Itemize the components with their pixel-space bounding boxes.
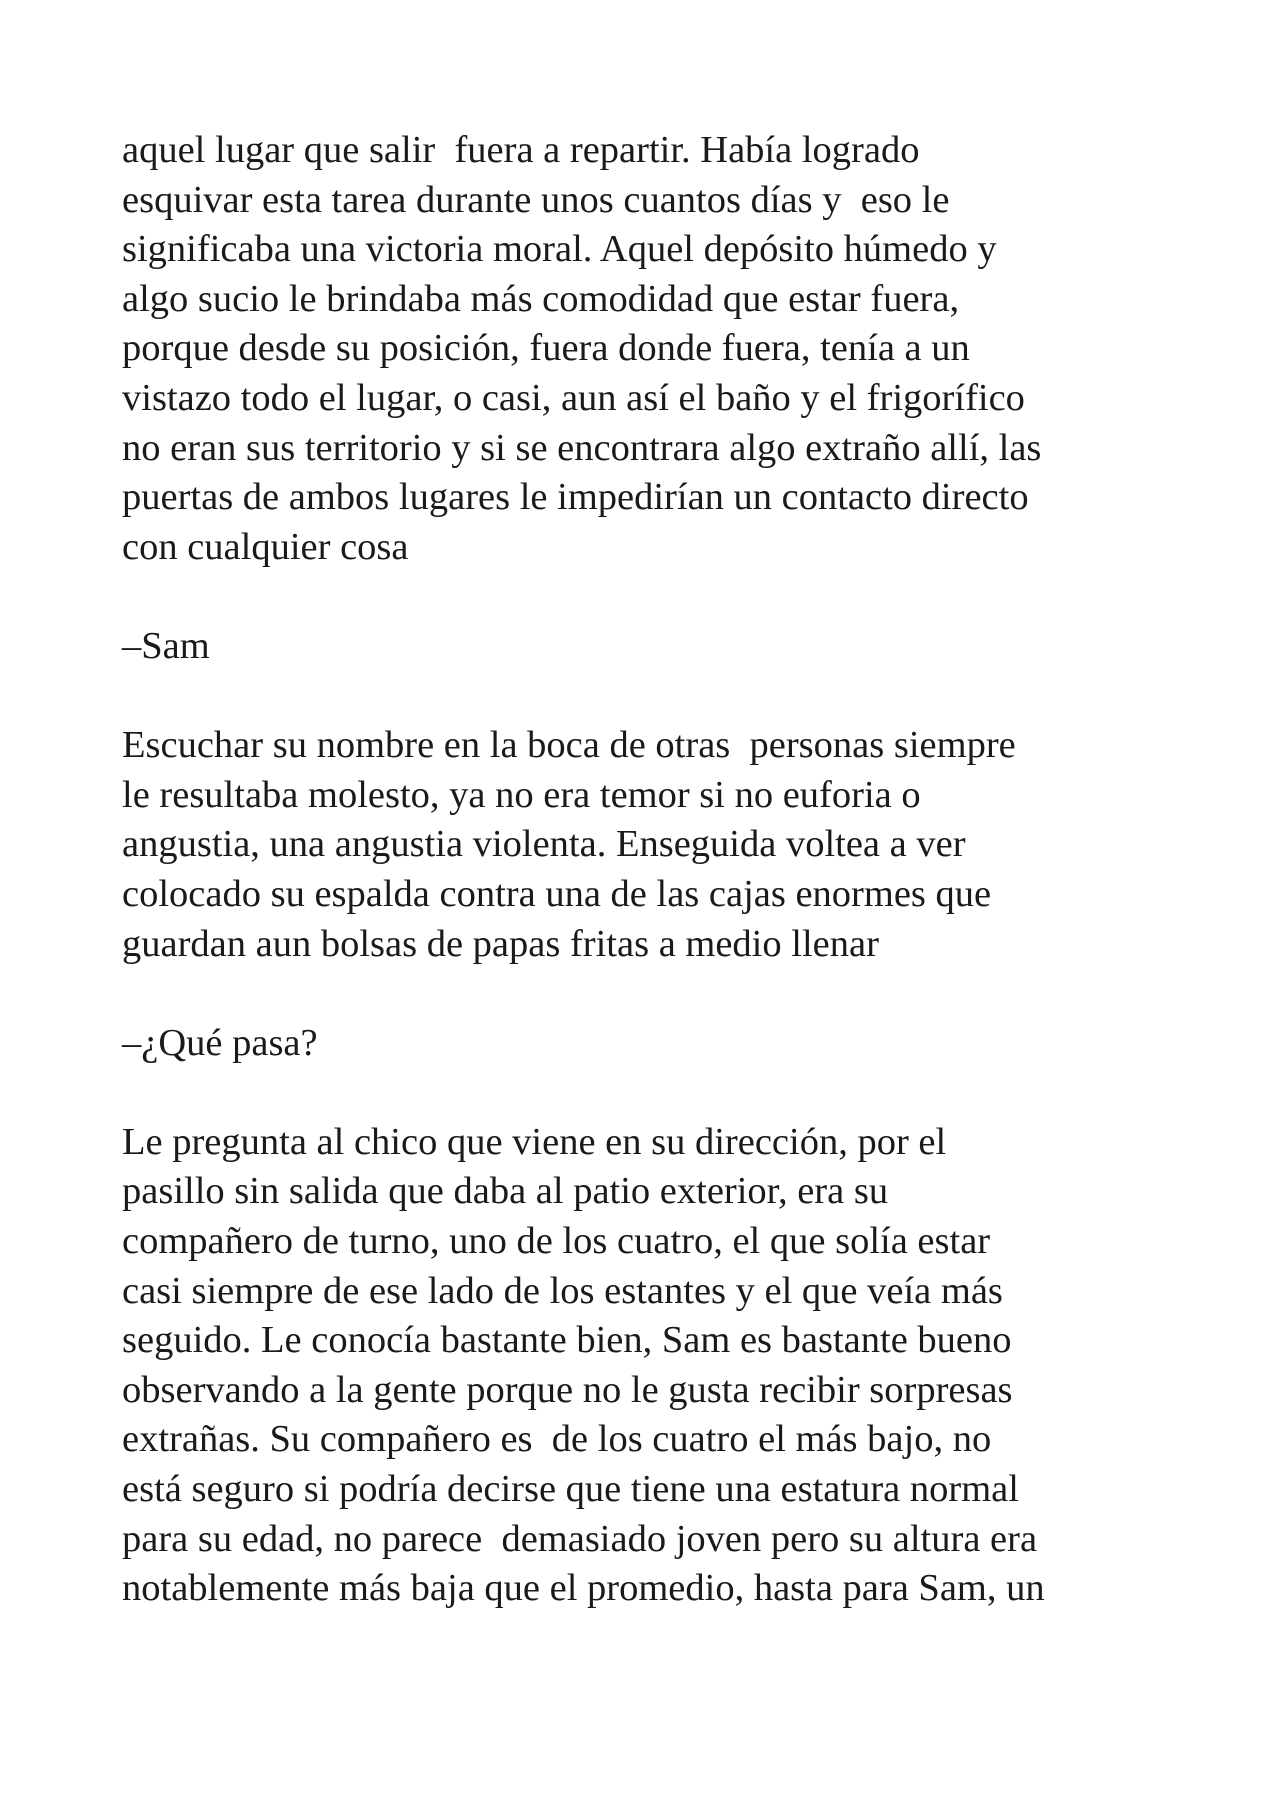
text-line: notablemente más baja que el promedio, hasta para Sam, un bbox=[122, 1567, 1045, 1610]
text-line: puertas de ambos lugares le impedirían un contacto directo bbox=[122, 476, 1029, 519]
paragraph-narration-1 bbox=[122, 126, 1182, 572]
text-line: significaba una victoria moral. Aquel depósito húmedo y bbox=[122, 228, 997, 271]
text-line: porque desde su posición, fuera donde fuera, tenía a un bbox=[122, 327, 970, 370]
text-line: pasillo sin salida que daba al patio exterior, era su bbox=[122, 1170, 889, 1213]
text-line: no eran sus territorio y si se encontrara algo extraño allí, las bbox=[122, 426, 1042, 469]
paragraph-spacer bbox=[122, 969, 1182, 1019]
text-line: está seguro si podría decirse que tiene una estatura normal bbox=[122, 1468, 1019, 1511]
dialogue-line: –¿Qué pasa? bbox=[122, 1021, 318, 1064]
dialogue-line: –Sam bbox=[122, 624, 210, 667]
text-line: seguido. Le conocía bastante bien, Sam es bastante bueno bbox=[122, 1319, 1012, 1362]
paragraph-narration-3 bbox=[122, 1118, 1182, 1614]
paragraph-narration-2 bbox=[122, 721, 1182, 969]
text-line: algo sucio le brindaba más comodidad que estar fuera, bbox=[122, 277, 960, 320]
text-line: aquel lugar que salir fuera a repartir. Había logrado bbox=[122, 129, 920, 171]
text-line: compañero de turno, uno de los cuatro, el que solía estar bbox=[122, 1220, 991, 1263]
text-line: le resultaba molesto, ya no era temor si no euforia o bbox=[122, 773, 921, 816]
text-line: guardan aun bolsas de papas fritas a medio llenar bbox=[122, 922, 879, 965]
text-line: Le pregunta al chico que viene en su dirección, por el bbox=[122, 1120, 947, 1163]
paragraph-spacer bbox=[122, 1068, 1182, 1118]
text-line: Escuchar su nombre en la boca de otras personas siempre bbox=[122, 724, 1016, 767]
text-line: para su edad, no parece demasiado joven pero su altura era bbox=[122, 1517, 1038, 1560]
text-line: vistazo todo el lugar, o casi, aun así el baño y el frigorífico bbox=[122, 376, 1025, 419]
text-line: con cualquier cosa bbox=[122, 525, 409, 568]
text-line: casi siempre de ese lado de los estantes y el que veía más bbox=[122, 1269, 1003, 1312]
paragraph-spacer bbox=[122, 572, 1182, 622]
paragraph-dialogue-2 bbox=[122, 1019, 1182, 1069]
text-line: observando a la gente porque no le gusta recibir sorpresas bbox=[122, 1368, 1013, 1411]
text-line: extrañas. Su compañero es de los cuatro el más bajo, no bbox=[122, 1418, 992, 1461]
text-line: colocado su espalda contra una de las cajas enormes que bbox=[122, 872, 992, 915]
text-line: angustia, una angustia violenta. Enseguida voltea a ver bbox=[122, 823, 966, 866]
paragraph-dialogue-1 bbox=[122, 622, 1182, 672]
text-line: esquivar esta tarea durante unos cuantos días y eso le bbox=[122, 178, 950, 221]
body-text bbox=[122, 126, 1182, 1614]
paragraph-spacer bbox=[122, 672, 1182, 722]
